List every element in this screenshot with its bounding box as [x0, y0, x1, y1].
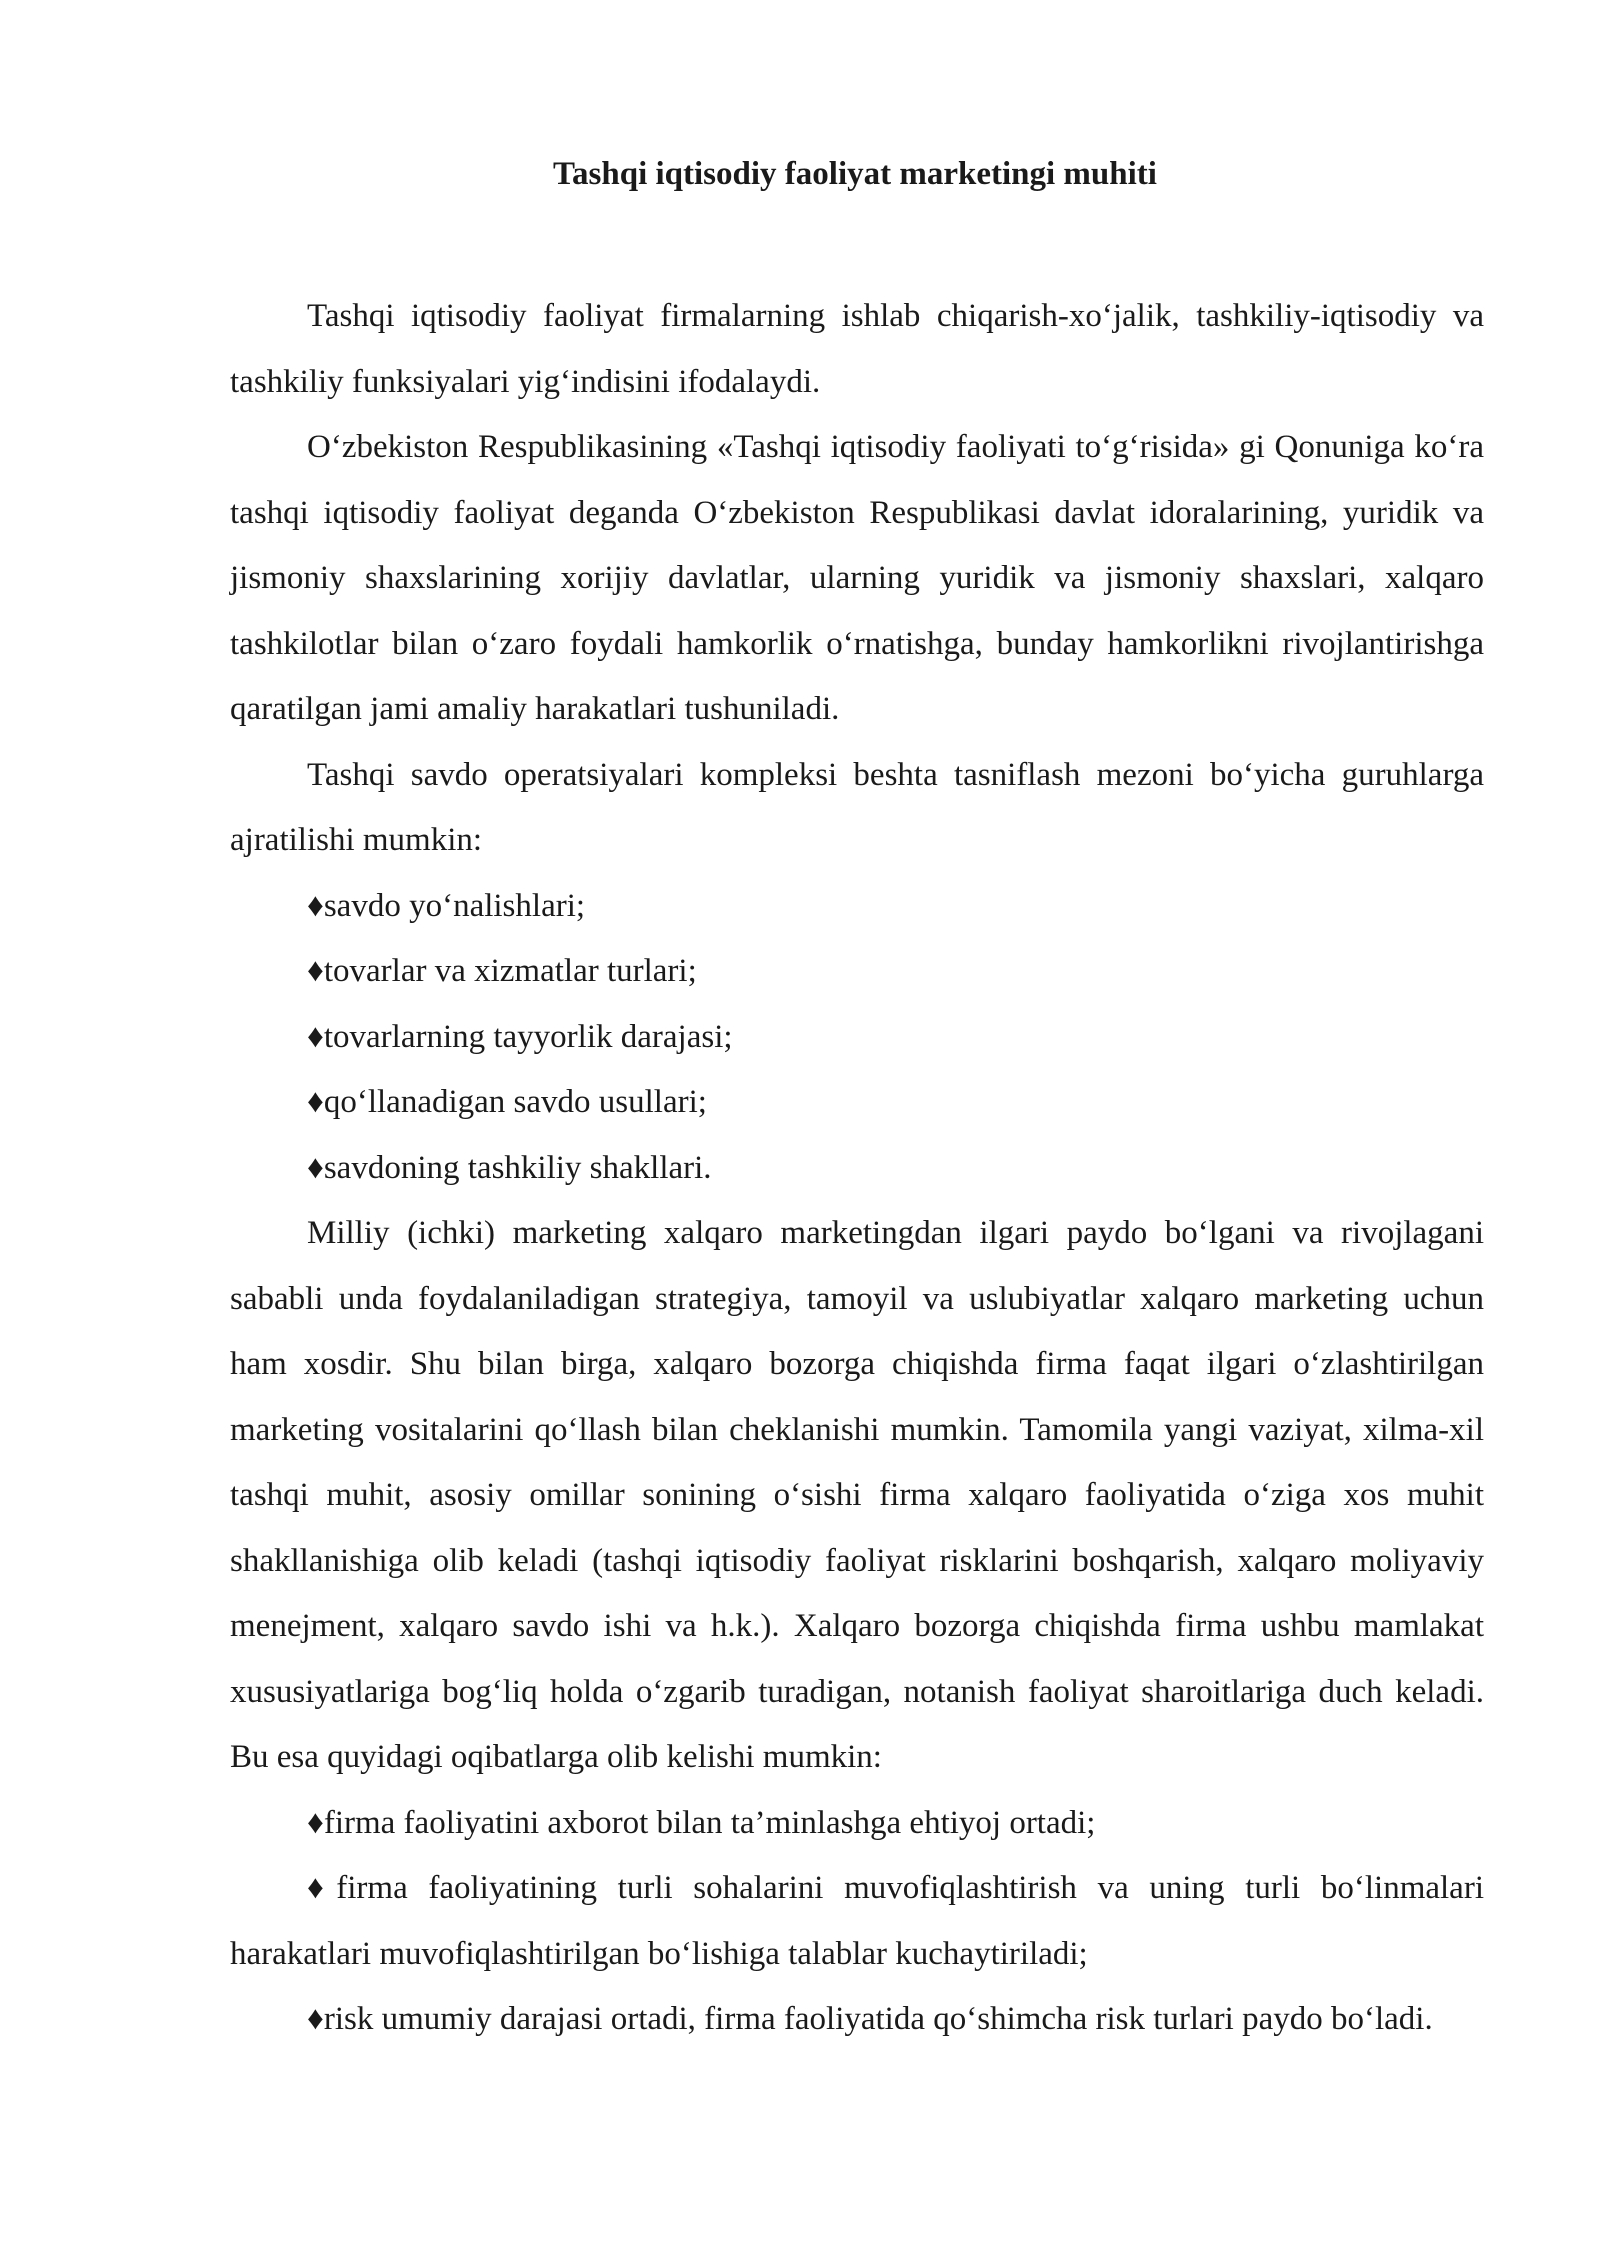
diamond-bullet-icon: ♦ [307, 953, 324, 989]
diamond-bullet-icon: ♦ [307, 1804, 324, 1841]
consequences-list [230, 1791, 1484, 2053]
diamond-bullet-icon: ♦ [307, 887, 324, 924]
paragraph-classification: Tashqi savdo operatsiyalari kompleksi beshta tasniflash mezoni bo‘yicha guruhlarga ajratilishi mumkin: [230, 756, 1484, 858]
diamond-bullet-icon: ♦ [307, 2001, 324, 2037]
list-item-text: savdoning tashkiliy shakllari. [323, 1149, 712, 1186]
list-item-text: tovarlarning tayyorlik darajasi; [323, 1018, 733, 1055]
list-item-text: qo‘llanadigan savdo usullari; [323, 1084, 707, 1120]
list-item-text: firma faoliyatining turli sohalarini muvofiqlashtirish va uning turli bo‘linmalari harakatlari muvofiqlashtirilgan bo‘lishiga talablar kuchaytiriladi; [230, 1870, 1484, 1972]
list-item-text: risk umumiy darajasi ortadi, firma faoliyatida qo‘shimcha risk turlari paydo bo‘ladi. [323, 2001, 1433, 2037]
list-item-text: savdo yo‘nalishlari; [323, 887, 586, 924]
diamond-bullet-icon: ♦ [307, 1084, 324, 1120]
list-item [230, 874, 1484, 940]
list-item [230, 1856, 1484, 1987]
paragraph-definition: Tashqi iqtisodiy faoliyat firmalarning ishlab chiqarish-xo‘jalik, tashkiliy-iqtisodiy va tashkiliy funksiyalari yig‘indisini ifodalaydi. [230, 298, 1484, 400]
list-item [230, 1791, 1484, 1857]
document-title: Tashqi iqtisodiy faoliyat marketingi muhiti [553, 156, 1157, 192]
list-item [230, 939, 1484, 1005]
list-item [230, 1136, 1484, 1202]
paragraph-law-definition: O‘zbekiston Respublikasining «Tashqi iqtisodiy faoliyati to‘g‘risida» gi Qonuniga ko‘ra tashqi iqtisodiy faoliyat deganda O‘zbekiston Respublikasi davlat idoralarining, yuridik va jismoniy shaxslarining xorijiy davlatlar, ularning yuridik va jismoniy shaxslari, xalqaro tashkilotlar bilan o‘zaro foydali hamkorlik o‘rnatishga, bunday hamkorlikni rivojlantirishga qaratilgan jami amaliy harakatlari tushuniladi. [230, 429, 1484, 727]
paragraph-international-marketing: Milliy (ichki) marketing xalqaro marketingdan ilgari paydo bo‘lgani va rivojlagani sababli unda foydalaniladigan strategiya, tamoyil va uslubiyatlar xalqaro marketing uchun ham xosdir. Shu bilan birga, xalqaro bozorga chiqishda firma faqat ilgari o‘zlashtirilgan marketing vositalarini qo‘llash bilan cheklanishi mumkin. Tamomila yangi vaziyat, xilma-xil tashqi muhit, asosiy omillar sonining o‘sishi firma xalqaro faoliyatida o‘ziga xos muhit shakllanishiga olib keladi (tashqi iqtisodiy faoliyat risklarini boshqarish, xalqaro moliyaviy menejment, xalqaro savdo ishi va h.k.). Xalqaro bozorga chiqishda firma ushbu mamlakat xususiyatlariga bog‘liq holda o‘zgarib turadigan, notanish faoliyat sharoitlariga duch keladi. Bu esa quyidagi oqibatlarga olib kelishi mumkin: [230, 1215, 1484, 1775]
diamond-bullet-icon: ♦ [307, 1870, 337, 1906]
list-item [230, 1070, 1484, 1136]
diamond-bullet-icon: ♦ [307, 1149, 324, 1186]
document-body [230, 284, 1484, 2053]
list-item-text: firma faoliyatini axborot bilan ta’minlashga ehtiyoj ortadi; [323, 1804, 1096, 1841]
list-item [230, 1005, 1484, 1071]
list-item [230, 1987, 1484, 2053]
list-item-text: tovarlar va xizmatlar turlari; [323, 953, 697, 989]
criteria-list [230, 874, 1484, 1202]
diamond-bullet-icon: ♦ [307, 1018, 324, 1055]
